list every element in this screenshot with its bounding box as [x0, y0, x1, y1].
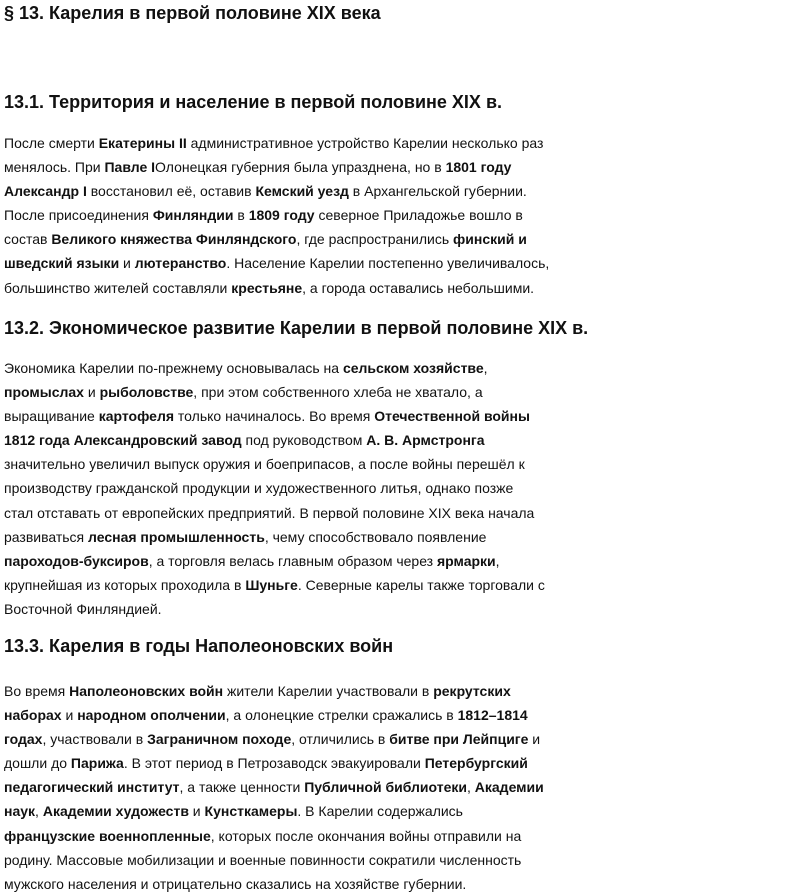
- text-run: , где распространились: [296, 231, 454, 248]
- text-run: и: [528, 731, 541, 748]
- text-run: Олонецкая губерния была упразднена, но в: [155, 159, 446, 176]
- text-run: и: [61, 707, 78, 724]
- bold-term: шведский языки: [4, 255, 120, 272]
- bold-term: Павле I: [104, 159, 156, 176]
- bold-term: Екатерины II: [98, 135, 187, 151]
- text-run: . В этот период в Петрозаводск эвакуировали: [123, 755, 425, 772]
- bold-term: Кунсткамеры: [204, 803, 298, 820]
- section-paragraph-13-2: [4, 356, 800, 621]
- text-run: . Население Карелии постепенно увеличивалось,: [226, 255, 550, 272]
- text-run: жители Карелии участвовали в: [223, 683, 434, 699]
- bold-term: Заграничном походе: [147, 731, 292, 748]
- text-run: , которых после окончания войны отправили на: [210, 827, 522, 844]
- text-run: северное Приладожье вошло в: [314, 207, 523, 224]
- bold-term: Шуньге: [245, 576, 298, 593]
- bold-term: картофеля: [98, 408, 175, 425]
- bold-term: пароходов-буксиров: [4, 552, 149, 569]
- text-run: значительно увеличил выпуск оружия и боеприпасов, а после войны перешёл к: [4, 456, 525, 473]
- bold-term: 1809 году: [248, 207, 315, 224]
- bold-term: финский и: [453, 231, 527, 248]
- text-run: восстановил её, оставив: [86, 183, 256, 200]
- text-run: большинство жителей составляли: [4, 279, 232, 296]
- bold-term: ярмарки: [437, 552, 496, 569]
- text-run: в: [233, 207, 249, 224]
- bold-term: 1801 году: [445, 159, 512, 176]
- bold-term: лесная промышленность: [88, 528, 265, 545]
- bold-term: промыслах: [4, 384, 84, 401]
- text-run: . Северные карелы также торговали с: [297, 576, 545, 593]
- text-run: административное устройство Карелии несколько раз: [186, 135, 544, 151]
- bold-term: Финляндии: [152, 207, 234, 224]
- text-run: дошли до: [4, 755, 71, 772]
- bold-term: Парижа: [70, 755, 124, 772]
- bold-term: рыболовстве: [99, 384, 194, 401]
- bold-term: Петербургский: [424, 755, 528, 772]
- bold-term: народном ополчении: [77, 707, 226, 724]
- bold-term: наук: [4, 803, 36, 820]
- bold-term: Кемский уезд: [255, 183, 349, 200]
- text-run: под руководством: [241, 432, 367, 449]
- text-run: , участвовали в: [42, 731, 148, 748]
- bold-term: А. В. Армстронга: [366, 432, 485, 449]
- bold-term: Великого княжества Финляндского: [51, 231, 297, 248]
- text-run: , а также ценности: [179, 779, 305, 796]
- bold-term: 1812 года Александровский завод: [4, 432, 242, 449]
- text-run: , а города оставались небольшими.: [302, 279, 535, 296]
- text-run: развиваться: [4, 528, 89, 545]
- bold-term: лютеранство: [134, 255, 227, 272]
- bold-term: Отечественной войны: [374, 408, 530, 425]
- section-paragraph-13-1: [4, 131, 800, 300]
- text-run: выращивание: [4, 408, 99, 425]
- text-run: , при этом собственного хлеба не хватало, а: [193, 384, 483, 401]
- page-title: § 13. Карелия в первой половине XIX века: [4, 3, 381, 23]
- text-run: , а олонецкие стрелки сражались в: [225, 707, 458, 724]
- text-run: Восточной Финляндией.: [4, 600, 162, 617]
- text-run: родину. Массовые мобилизации и военные повинности сократили численность: [4, 851, 522, 868]
- text-run: крупнейшая из которых проходила в: [4, 576, 246, 593]
- text-run: . В Карелии содержались: [297, 803, 463, 820]
- text-run: После смерти: [4, 135, 99, 151]
- text-run: и: [83, 384, 100, 401]
- bold-term: Публичной библиотеки: [304, 779, 467, 796]
- section-heading-13-1: 13.1. Территория и население в первой половине XIX в.: [4, 92, 503, 112]
- text-run: ,: [483, 360, 488, 376]
- text-run: производству гражданской продукции и художественного литья, однако позже: [4, 480, 514, 497]
- bold-term: французские военнопленные: [4, 827, 211, 844]
- text-run: только начиналось. Во время: [174, 408, 375, 425]
- text-run: , а торговля велась главным образом через: [148, 552, 437, 569]
- text-run: ,: [495, 552, 500, 569]
- bold-term: педагогический институт: [4, 779, 180, 796]
- bold-term: 1812–1814: [457, 707, 528, 724]
- text-run: и: [119, 255, 135, 272]
- text-run: , чему способствовало появление: [264, 528, 487, 545]
- text-run: Во время: [4, 683, 70, 699]
- section-heading-13-3: 13.3. Карелия в годы Наполеоновских войн: [4, 636, 394, 656]
- section-heading-13-2: 13.2. Экономическое развитие Карелии в первой половине XIX в.: [4, 318, 589, 338]
- bold-term: Академии: [474, 779, 544, 796]
- bold-term: годах: [4, 731, 43, 748]
- text-run: и: [188, 803, 205, 820]
- bold-term: крестьяне: [231, 279, 303, 296]
- bold-term: Академии художеств: [42, 803, 189, 820]
- text-run: в Архангельской губернии.: [348, 183, 527, 200]
- section-paragraph-13-3: [4, 679, 800, 896]
- text-run: Экономика Карелии по-прежнему основывалась на: [4, 360, 343, 376]
- bold-term: наборах: [4, 707, 62, 724]
- text-run: стал отставать от европейских предприятий. В первой половине XIX века начала: [4, 504, 535, 521]
- text-run: менялось. При: [4, 159, 105, 176]
- text-run: мужского населения и отрицательно сказались на хозяйстве губернии.: [4, 875, 467, 892]
- text-run: , отличились в: [291, 731, 390, 748]
- bold-term: Александр I: [4, 183, 87, 200]
- text-run: ,: [35, 803, 43, 820]
- bold-term: рекрутских: [433, 683, 511, 699]
- bold-term: битве при Лейпциге: [389, 731, 529, 748]
- text-run: После присоединения: [4, 207, 153, 224]
- text-run: ,: [467, 779, 475, 796]
- text-run: состав: [4, 231, 52, 248]
- bold-term: Наполеоновских войн: [69, 683, 224, 699]
- bold-term: сельском хозяйстве: [342, 360, 484, 376]
